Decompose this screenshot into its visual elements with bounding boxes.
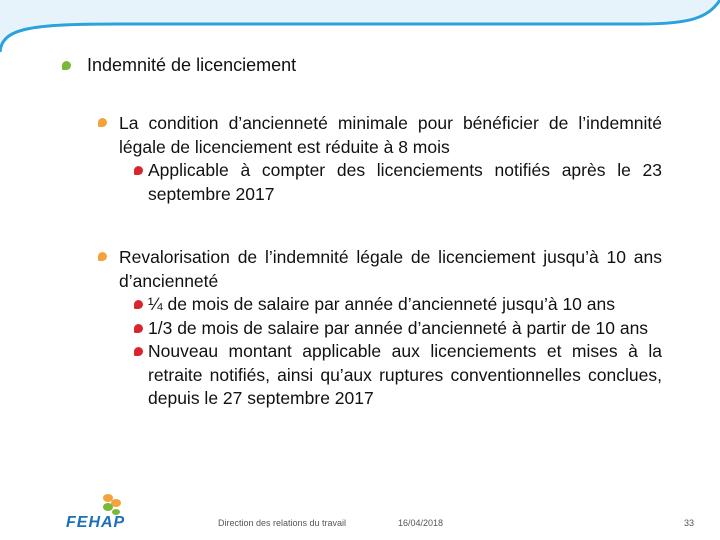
sub-bullet-text: ¼ de mois de salaire par année d’ancienneté jusqu’à 10 ans xyxy=(148,294,615,314)
red-bullet-icon xyxy=(134,300,143,309)
sub-bullet-item xyxy=(134,293,662,317)
sub-bullet-text: Applicable à compter des licenciements notifiés après le 23 septembre 2017 xyxy=(148,160,662,204)
orange-bullet-icon xyxy=(98,252,107,261)
footer-date: 16/04/2018 xyxy=(398,518,444,528)
bullet-block-1 xyxy=(98,112,662,206)
red-bullet-icon xyxy=(134,166,143,175)
red-bullet-icon xyxy=(134,324,143,333)
bullet-item xyxy=(98,112,662,159)
slide-title-text: Indemnité de licenciement xyxy=(87,55,297,75)
sub-bullet-item xyxy=(134,340,662,411)
bullet-item xyxy=(98,246,662,293)
sub-bullet-text: Nouveau montant applicable aux licenciements et mises à la retraite notifiés, ainsi qu’aux ruptures conventionnelles conclues, depuis le 27 septembre 2017 xyxy=(148,341,662,408)
footer-page-number: 33 xyxy=(684,518,695,528)
sub-bullet-text: 1/3 de mois de salaire par année d’ancienneté à partir de 10 ans xyxy=(148,317,649,338)
logo-text: FEHAP xyxy=(66,514,126,531)
green-bullet-icon xyxy=(62,61,71,70)
slide-title xyxy=(62,55,296,76)
bullet-text: Revalorisation de l’indemnité légale de licenciement jusqu’à 10 ans d’ancienneté xyxy=(119,247,662,291)
bullet-block-2 xyxy=(98,246,662,411)
decorative-header-shape xyxy=(0,0,720,60)
footer-department: Direction des relations du travail xyxy=(218,518,347,528)
sub-bullet-item xyxy=(134,159,662,206)
orange-bullet-icon xyxy=(98,118,107,127)
bullet-text: La condition d’ancienneté minimale pour bénéficier de l’indemnité légale de licenciement est réduite à 8 mois xyxy=(119,113,662,157)
red-bullet-icon xyxy=(134,347,143,356)
sub-bullet-item xyxy=(134,317,662,341)
